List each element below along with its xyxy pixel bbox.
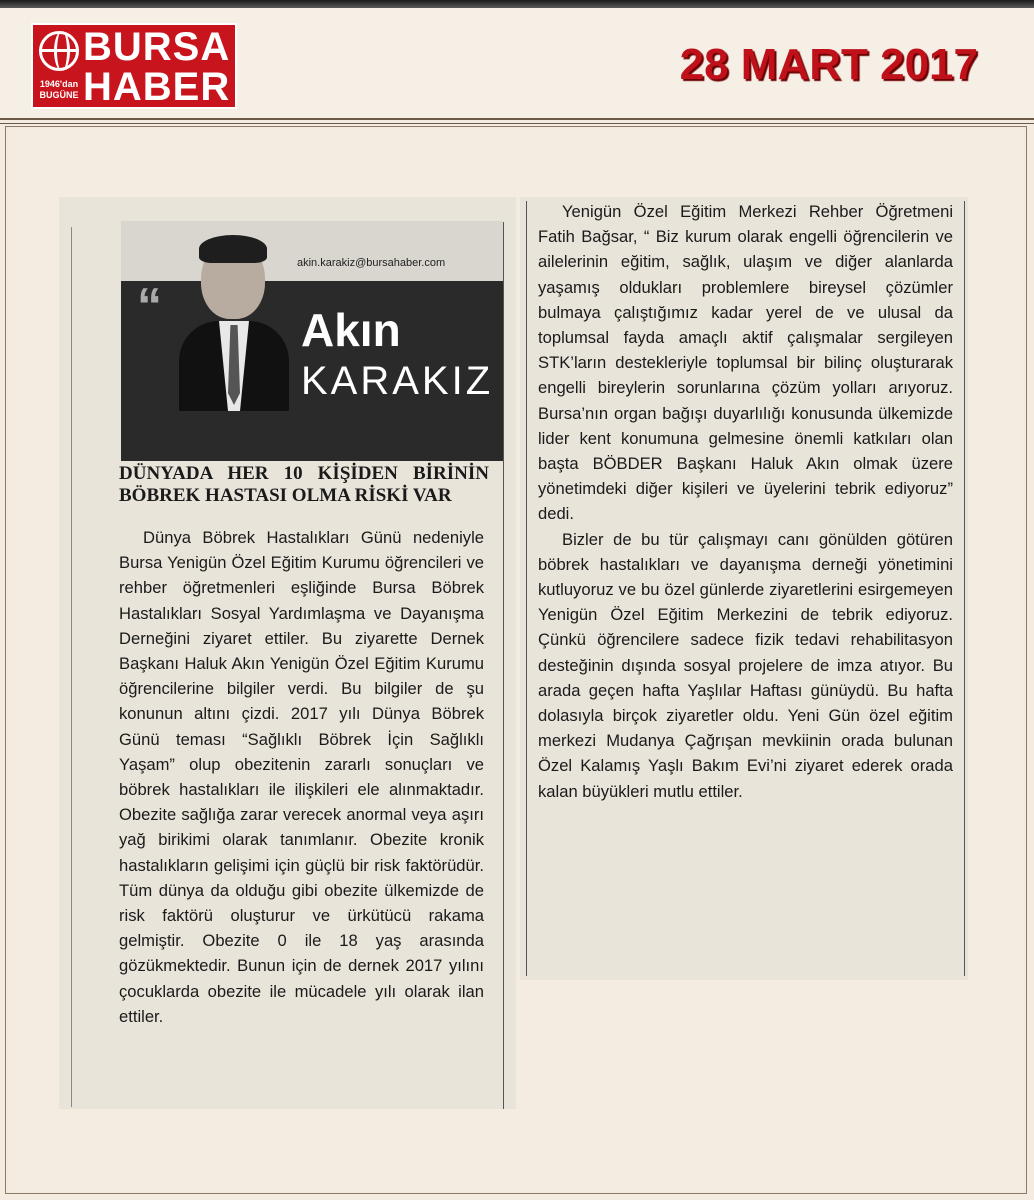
logo-text-bursa: BURSA xyxy=(83,25,231,69)
paragraph: Dünya Böbrek Hastalıkları Günü nedeniyle Bursa Yenigün Özel Eğitim Kurumu öğrencileri ve rehber öğretmenleri eşliğinde Bursa Böbrek Hastalıkları Sosyal Yardımlaşma ve Dayanışma Derneğini ziyaret ettiler. Bu ziyarette Dernek Başkanı Haluk Akın Yenigün Özel Eğitim Kurumu öğrencilerine bilgiler verdi. Bu bilgiler de şu konunun altını çizdi. 2017 yılı Dünya Böbrek Günü teması “Sağlıklı Böbrek İçin Sağlıklı Yaşam” olup obezitenin zararlı sonuçları ve böbrek hastalıkları ile ilişkileri ele alınmaktadır. Obezite sağlığa zarar verecek anormal veya aşırı yağ birikimi olarak tanımlanır. Obezite kronik hastalıkların gelişimi için güçlü bir risk faktörüdür. Tüm dünya da olduğu gibi obezite ülkemizde de risk faktörü oluşturur ve ürkütücü rakama gelmiştir. Obezite 0 ile 18 yaş arasında gözükmektedir. Bunun için de dernek 2017 yılını çocuklarda obezite ile mücadele yılı olarak ilan ettiler. xyxy=(119,528,484,1026)
header-rule-bottom xyxy=(0,123,1034,124)
paragraph: Bizler de bu tür çalışmayı canı gönülden götüren böbrek hastalıkları ve dayanışma derneği yönetimini kutluyoruz ve bu özel günlerde ziyaretlerini esirgemeyen Yenigün Özel Eğitim Merkezini de tebrik ediyoruz. Çünkü öğrencilere sadece fizik tedavi rehabilitasyon desteğinin dışında sosyal projelere de imza atıyor. Bu arada geçen hafta Yaşlılar Haftası günüydü. Bu hafta dolasıyla birçok ziyaretler oldu. Yeni Gün özel eğitim merkezi Mudanya Çağrışan mevkiinin orada bulunan Özel Kalamış Yaşlı Bakım Evi’ni ziyaret ederek orada kalan büyükleri mutlu ettiler. xyxy=(538,529,953,801)
author-email[interactable]: akin.karakiz@bursahaber.com xyxy=(297,257,446,269)
publication-date: 28 MART 2017 xyxy=(679,40,978,89)
article-body-left xyxy=(119,525,484,1029)
logo-since-label: BUGÜNE xyxy=(39,90,79,100)
logo-since-year: 1946'dan xyxy=(39,79,79,89)
paragraph: Yenigün Özel Eğitim Merkezi Rehber Öğretmeni Fatih Bağsar, “ Biz kurum olarak engelli öğrencilerin ve ailelerinin eğitim, sağlık, ulaşım ve diğer alanlarda yaşamış oldukları problemlere bireysel çözümler bulmaya çalıştığımız kadar yerel de ve ulusal da toplumsal fayda amaçlı aktif çalışmalar sergileyen STK’ların destekleriyle toplumsal bir bilinç oluşturarak engelli bireylerin sorunlarına çözüm yolları arıyoruz. Bursa’nın organ bağışı duyarlılığı konusunda ülkemizde lider kent konumuna gelmesine önemli katkıları olan başta BÖBDER Başkanı Haluk Akın olmak üzere yönetimdeki diğer kişileri ve üyelerini tebrik ediyoruz” dedi. xyxy=(538,202,953,524)
article-title: DÜNYADA HER 10 KİŞİDEN BİRİNİN BÖBREK HASTASI OLMA RİSKİ VAR xyxy=(119,463,489,506)
author-banner xyxy=(121,221,503,461)
column-rule xyxy=(71,227,72,1107)
author-photo xyxy=(179,221,289,411)
logo-since xyxy=(36,79,82,101)
newspaper-clipping-left xyxy=(59,197,516,1109)
logo-text-haber: HABER xyxy=(83,65,231,109)
bursa-haber-logo[interactable] xyxy=(31,23,237,109)
author-last-name: KARAKIZ xyxy=(301,359,494,403)
quote-icon: “ xyxy=(137,278,162,334)
top-dark-bar xyxy=(0,0,1034,8)
column-rule xyxy=(503,222,504,1109)
column-rule xyxy=(964,201,965,976)
article-body-right xyxy=(538,199,953,804)
column-rule xyxy=(526,201,527,976)
header-rule-top xyxy=(0,118,1034,120)
author-first-name: Akın xyxy=(301,304,401,356)
page-header xyxy=(0,8,1034,118)
globe-icon xyxy=(39,31,79,71)
newspaper-clipping-right xyxy=(520,197,968,980)
